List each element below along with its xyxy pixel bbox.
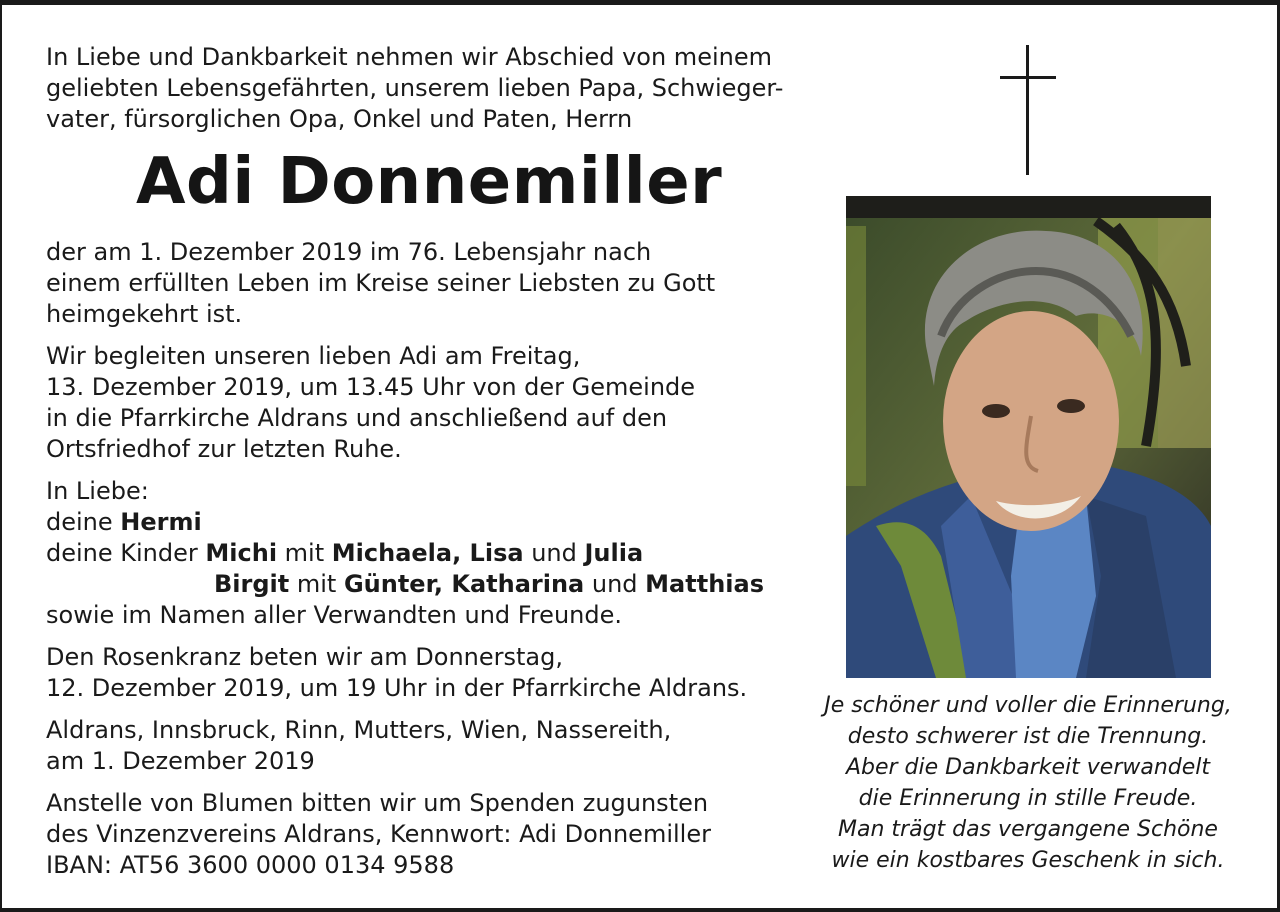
child-name: Birgit xyxy=(214,570,290,598)
iban-line: IBAN: AT56 3600 0000 0134 9588 xyxy=(46,851,455,879)
intro-paragraph xyxy=(46,42,806,135)
quote-line: Aber die Dankbarkeit verwandelt xyxy=(845,755,1211,780)
quote-line: Je schöner und voller die Erinnerung, xyxy=(824,693,1232,718)
quote-line: desto schwerer ist die Trennung. xyxy=(847,724,1209,749)
donation-paragraph xyxy=(46,788,806,881)
child-family: Michaela, Lisa xyxy=(331,539,524,567)
partner-name: Hermi xyxy=(120,508,202,536)
cross-icon xyxy=(1000,45,1056,175)
death-notice-paragraph xyxy=(46,237,806,330)
death-notice-line: der am 1. Dezember 2019 im 76. Lebensjahr nach xyxy=(46,238,652,266)
child-with: mit xyxy=(277,539,332,567)
donation-line: Anstelle von Blumen bitten wir um Spenden zugunsten xyxy=(46,789,709,817)
rosary-line: Den Rosenkranz beten wir am Donnerstag, xyxy=(46,643,563,671)
child-family: Günter, Katharina xyxy=(343,570,585,598)
funeral-line: Wir begleiten unseren lieben Adi am Freitag, xyxy=(46,342,581,370)
portrait-photo xyxy=(846,196,1211,678)
portrait-illustration xyxy=(846,196,1211,678)
place-line: Aldrans, Innsbruck, Rinn, Mutters, Wien, Nassereith, xyxy=(46,716,672,744)
child-with: mit xyxy=(289,570,344,598)
child-and: und xyxy=(584,570,646,598)
rosary-paragraph xyxy=(46,642,806,704)
child-name: Michi xyxy=(205,539,278,567)
death-notice-line: heimgekehrt ist. xyxy=(46,300,243,328)
partner-line xyxy=(46,507,806,538)
children-prefix: deine Kinder xyxy=(46,539,206,567)
date-line: am 1. Dezember 2019 xyxy=(46,747,315,775)
funeral-line: in die Pfarrkirche Aldrans und anschließend auf den xyxy=(46,404,668,432)
funeral-line: Ortsfriedhof zur letzten Ruhe. xyxy=(46,435,402,463)
funeral-line: 13. Dezember 2019, um 13.45 Uhr von der Gemeinde xyxy=(46,373,696,401)
intro-line: vater, fürsorglichen Opa, Onkel und Paten, Herrn xyxy=(46,105,633,133)
rosary-line: 12. Dezember 2019, um 19 Uhr in der Pfarrkirche Aldrans. xyxy=(46,674,748,702)
donation-line: des Vinzenzvereins Aldrans, Kennwort: Adi Donnemiller xyxy=(46,820,711,848)
intro-line: In Liebe und Dankbarkeit nehmen wir Abschied von meinem xyxy=(46,43,772,71)
place-date-paragraph xyxy=(46,715,806,777)
children-line-1 xyxy=(46,538,806,569)
quote-line: Man trägt das vergangene Schöne xyxy=(838,817,1218,842)
child-family-last: Julia xyxy=(584,539,644,567)
notice-text-column xyxy=(46,42,806,881)
others-line: sowie im Namen aller Verwandten und Freunde. xyxy=(46,601,622,629)
memorial-quote xyxy=(818,690,1238,876)
child-family-last: Matthias xyxy=(645,570,764,598)
child-and: und xyxy=(523,539,585,567)
children-line-2 xyxy=(46,569,806,600)
funeral-paragraph xyxy=(46,341,806,465)
mourners-heading: In Liebe: xyxy=(46,477,149,505)
death-notice-line: einem erfüllten Leben im Kreise seiner Liebsten zu Gott xyxy=(46,269,716,297)
quote-line: wie ein kostbares Geschenk in sich. xyxy=(831,848,1225,873)
intro-line: geliebten Lebensgefährten, unserem lieben Papa, Schwieger- xyxy=(46,74,784,102)
partner-prefix: deine xyxy=(46,508,121,536)
quote-line: die Erinnerung in stille Freude. xyxy=(858,786,1198,811)
deceased-name: Adi Donnemiller xyxy=(136,145,723,219)
mourners-paragraph xyxy=(46,476,806,631)
